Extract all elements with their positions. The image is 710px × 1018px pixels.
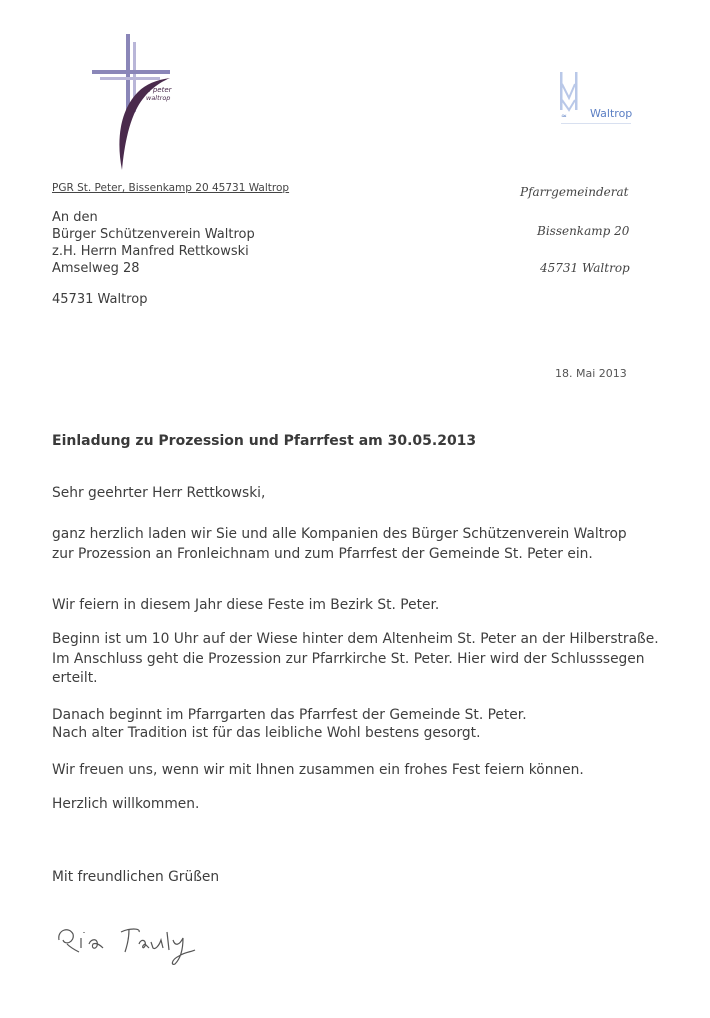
logo-text-line1: st. peter xyxy=(142,86,172,94)
paragraph-joy: Wir freuen uns, wenn wir mit Ihnen zusammen ein frohes Fest feiern können. xyxy=(52,762,584,778)
paragraph-invitation: ganz herzlich laden wir Sie und alle Kompanien des Bürger Schützenverein Waltrop zur Prozession an Fronleichnam und zum Pfarrfest der Gemeinde St. Peter ein. xyxy=(52,526,627,562)
sender-line: PGR St. Peter, Bissenkamp 20 45731 Waltrop xyxy=(52,182,290,194)
recipient-city: 45731 Waltrop xyxy=(52,292,148,307)
closing: Mit freundlichen Grüßen xyxy=(52,869,220,885)
paragraph-festival-line-2: Nach alter Tradition ist für das leibliche Wohl bestens gesorgt. xyxy=(52,725,481,741)
recipient-line-2: Bürger Schützenverein Waltrop xyxy=(52,227,255,242)
stamp-line-3: 45731 Waltrop xyxy=(540,261,630,275)
recipient-line-1: An den xyxy=(52,210,98,225)
paragraph-welcome: Herzlich willkommen. xyxy=(52,796,200,812)
st-peter-logo xyxy=(86,30,186,172)
logo-text-line2: waltrop xyxy=(146,94,171,102)
paragraph-schedule: Beginn ist um 10 Uhr auf der Wiese hinter dem Altenheim St. Peter an der Hilberstraße. Im Anschluss geht die Prozession zur Pfarrkirche St. Peter. Hier wird der Schlusssegen erteilt. xyxy=(52,631,659,686)
stamp-line-1: Pfarrgemeinderat xyxy=(520,185,629,199)
waltrop-logo-text: Waltrop xyxy=(590,107,633,120)
paragraph-festival-line-1: Danach beginnt im Pfarrgarten das Pfarrfest der Gemeinde St. Peter. xyxy=(52,707,527,723)
recipient-street: Amselweg 28 xyxy=(52,261,140,276)
handwritten-signature xyxy=(55,918,215,968)
svg-text:≈: ≈ xyxy=(561,112,567,120)
letter-date: 18. Mai 2013 xyxy=(555,367,627,380)
letter-subject: Einladung zu Prozession und Pfarrfest am 30.05.2013 xyxy=(52,433,477,449)
salutation: Sehr geehrter Herr Rettkowski, xyxy=(52,485,266,501)
stamp-line-2: Bissenkamp 20 xyxy=(537,224,630,238)
recipient-line-3: z.H. Herrn Manfred Rettkowski xyxy=(52,244,249,259)
paragraph-district: Wir feiern in diesem Jahr diese Feste im Bezirk St. Peter. xyxy=(52,597,440,613)
waltrop-logo xyxy=(553,70,643,130)
